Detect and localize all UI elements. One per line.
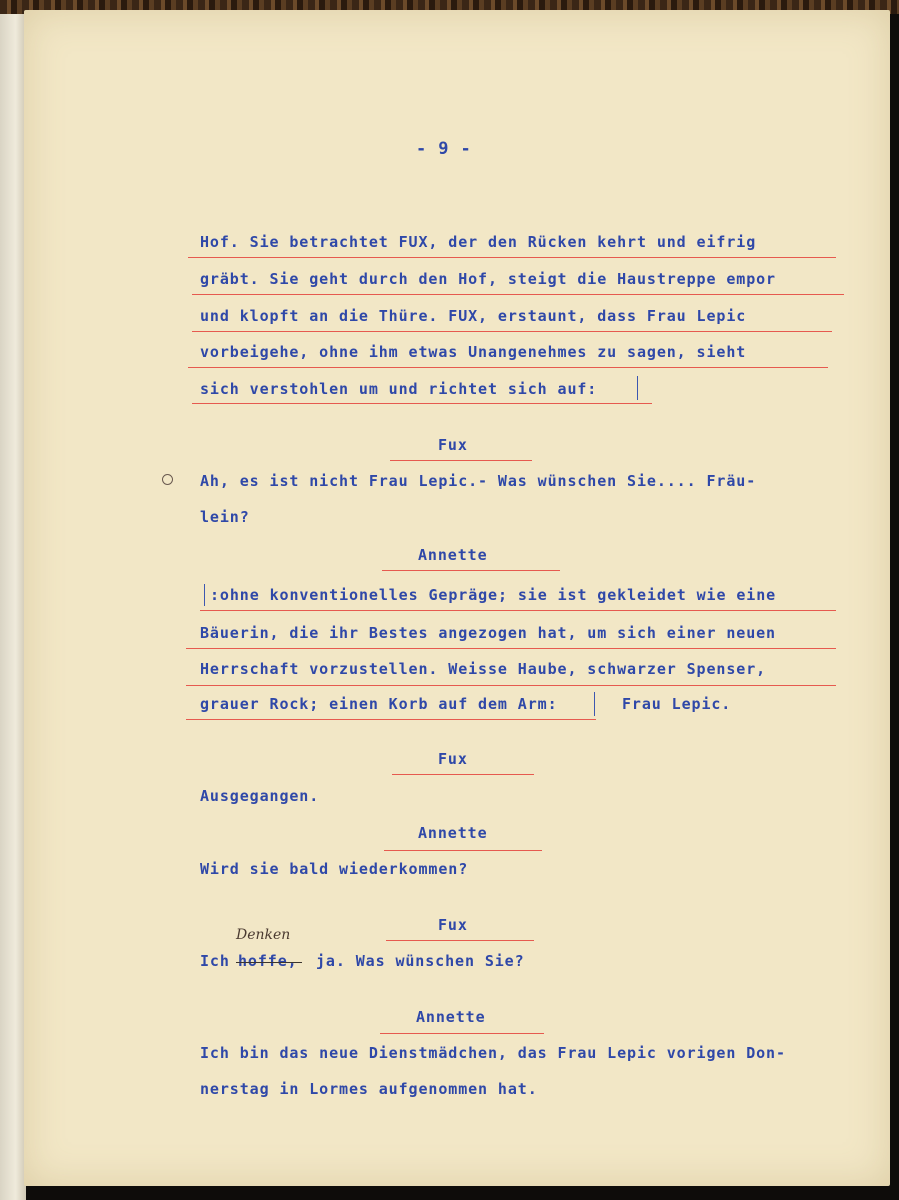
red-underline — [186, 648, 836, 649]
red-underline — [188, 257, 836, 258]
speaker-name: Annette — [418, 824, 488, 842]
speaker-name: Fux — [438, 916, 468, 934]
text-line: Ich bin das neue Dienstmädchen, das Frau Lepic vorigen Don- — [200, 1044, 786, 1062]
text-line: lein? — [200, 508, 250, 526]
bracket-mark — [204, 584, 205, 606]
red-underline — [392, 774, 534, 775]
red-underline — [386, 940, 534, 941]
bracket-mark — [594, 692, 595, 716]
text-line: Frau Lepic. — [622, 695, 732, 713]
text-line: nerstag in Lormes aufgenommen hat. — [200, 1080, 538, 1098]
red-underline — [192, 403, 652, 404]
red-underline — [188, 367, 828, 368]
text-line: Herrschaft vorzustellen. Weisse Haube, schwarzer Spenser, — [200, 660, 767, 678]
red-underline — [186, 685, 836, 686]
text-line: und klopft an die Thüre. FUX, erstaunt, dass Frau Lepic — [200, 307, 747, 325]
text-line: Ah, es ist nicht Frau Lepic.- Was wünschen Sie.... Fräu- — [200, 472, 757, 490]
red-underline — [380, 1033, 544, 1034]
red-underline — [192, 294, 844, 295]
text-line: Hof. Sie betrachtet FUX, der den Rücken kehrt und eifrig — [200, 233, 757, 251]
text-line: :ohne konventionelles Gepräge; sie ist gekleidet wie eine — [210, 586, 777, 604]
red-underline — [390, 460, 532, 461]
speaker-name: Annette — [416, 1008, 486, 1026]
text-line: Ausgegangen. — [200, 787, 320, 805]
text-line-start: Ich — [200, 952, 230, 970]
bracket-mark — [637, 376, 638, 400]
text-line: vorbeigehe, ohne ihm etwas Unangenehmes zu sagen, sieht — [200, 343, 747, 361]
red-underline — [382, 570, 560, 571]
strikethrough — [236, 962, 302, 963]
red-underline — [200, 610, 836, 611]
text-line: Bäuerin, die ihr Bestes angezogen hat, um sich einer neuen — [200, 624, 776, 642]
text-line: Wird sie bald wiederkommen? — [200, 860, 469, 878]
speaker-name: Fux — [438, 436, 468, 454]
handwritten-correction: Denken — [236, 927, 291, 943]
red-underline — [384, 850, 542, 851]
text-line: sich verstohlen um und richtet sich auf: — [200, 380, 598, 398]
red-underline — [192, 331, 832, 332]
struck-word: hoffe, — [238, 952, 298, 970]
page-number: - 9 - — [416, 139, 472, 159]
margin-circle-mark — [162, 474, 173, 485]
text-line: grauer Rock; einen Korb auf dem Arm: — [200, 695, 558, 713]
speaker-name: Annette — [418, 546, 488, 564]
text-line: gräbt. Sie geht durch den Hof, steigt die Haustreppe empor — [200, 270, 776, 288]
underlying-page-edge — [0, 14, 26, 1200]
red-underline — [186, 719, 596, 720]
speaker-name: Fux — [438, 750, 468, 768]
text-line-rest: ja. Was wünschen Sie? — [316, 952, 525, 970]
